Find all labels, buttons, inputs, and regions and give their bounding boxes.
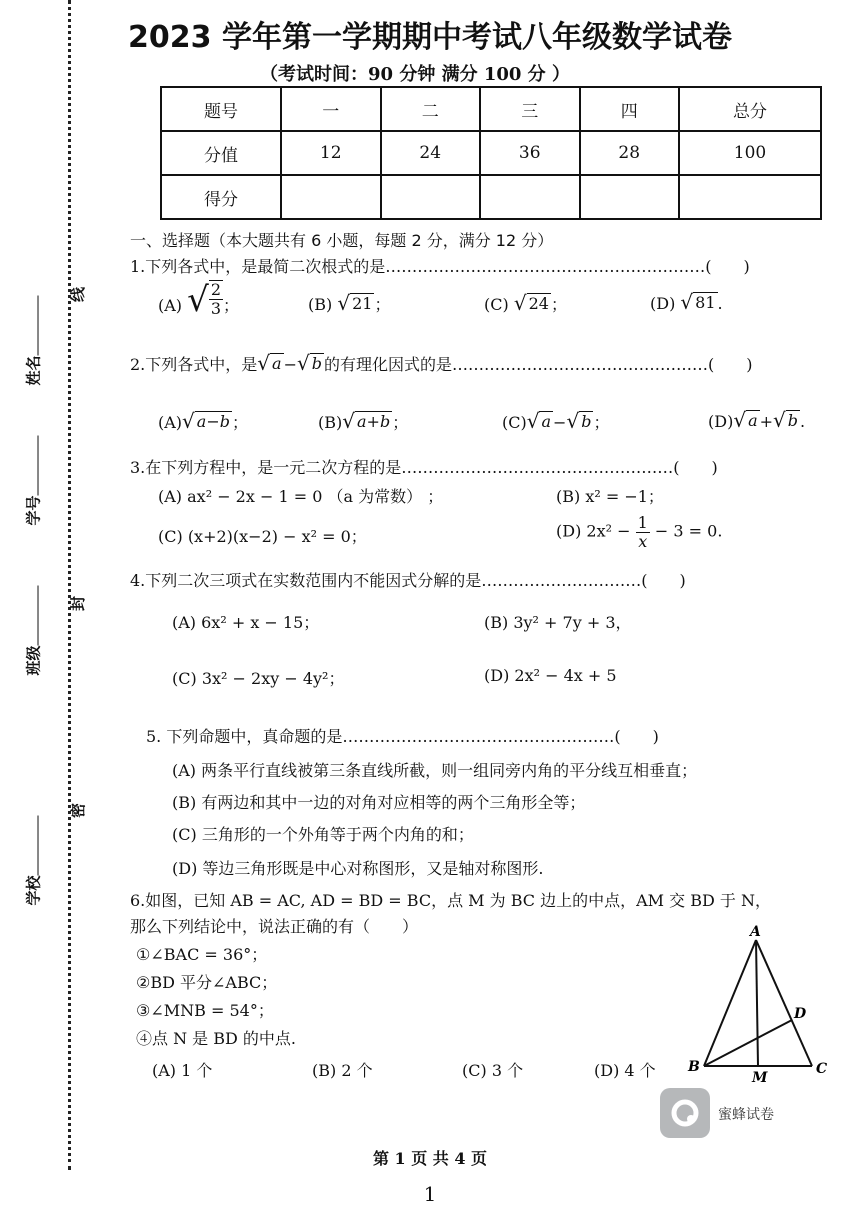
q5-option-a[interactable]: (A) 两条平行直线被第三条直线所截，则一组同旁内角的平分线互相垂直； <box>172 761 698 780</box>
seal-mark-xian: 线 <box>69 286 88 303</box>
score-cell-2[interactable] <box>381 175 481 219</box>
q6-option-d[interactable]: (D) 4 个 <box>594 1061 656 1080</box>
q6-statement-2: ②BD 平分∠ABC； <box>136 973 278 992</box>
q6-stem-line1: 6.如图，已知 AB = AC, AD = BD = BC，点 M 为 BC 边上的中点，AM 交 BD 于 N， <box>130 891 771 910</box>
score-table <box>160 86 822 220</box>
q6-option-a[interactable]: (A) 1 个 <box>152 1061 213 1080</box>
q3-stem: 3.在下列方程中，是一元二次方程的是……………………………………………( ) <box>130 458 718 477</box>
table-row <box>161 175 821 219</box>
points-2: 24 <box>381 131 481 175</box>
col-3: 三 <box>480 87 580 131</box>
q2-option-d[interactable]: (D) √ a + √ b . <box>708 408 806 432</box>
q1-option-a[interactable]: (A) √ $\frac{2}{3}$ ； <box>158 280 240 321</box>
q3-option-d[interactable]: (D) 2x² − $\frac{1}{x}$ − 3 = 0. <box>556 513 723 551</box>
points-total: 100 <box>679 131 821 175</box>
score-cell-3[interactable] <box>480 175 580 219</box>
q6-statement-3: ③∠MNB = 54°； <box>136 1001 274 1020</box>
col-4: 四 <box>580 87 680 131</box>
page-footer: 第 1 页 共 4 页 <box>372 1149 488 1168</box>
points-4: 28 <box>580 131 680 175</box>
side-ac <box>756 940 812 1066</box>
q6-option-b[interactable]: (B) 2 个 <box>312 1061 373 1080</box>
col-1: 一 <box>281 87 381 131</box>
q2-option-b[interactable]: (B) √ a+b ； <box>318 409 409 433</box>
school-field[interactable]: 学校 <box>23 815 44 905</box>
binding-dotted-line <box>68 0 71 1170</box>
q3-option-a[interactable]: (A) ax² − 2x − 1 = 0 （a 为常数） ； <box>158 487 444 506</box>
q4-option-d[interactable]: (D) 2x² − 4x + 5 <box>484 666 617 685</box>
points-1: 12 <box>281 131 381 175</box>
q1-stem: 1.下列各式中，是最简二次根式的是……………………………………………………( ) <box>130 257 750 276</box>
q2-option-c[interactable]: (C) √ a − √ b ； <box>502 409 610 433</box>
score-cell-4[interactable] <box>580 175 680 219</box>
q4-stem: 4.下列二次三项式在实数范围内不能因式分解的是…………………………( ) <box>130 571 686 590</box>
exam-title: 2023 学年第一学期期中考试八年级数学试卷 <box>128 20 732 55</box>
q4-option-c[interactable]: (C) 3x² − 2xy − 4y²； <box>172 669 345 688</box>
q1-option-d[interactable]: (D) √ 81 . <box>650 290 723 314</box>
q5-option-d[interactable]: (D) 等边三角形既是中心对称图形，又是轴对称图形. <box>172 859 544 878</box>
q4-option-a[interactable]: (A) 6x² + x − 15； <box>172 613 320 632</box>
exam-subtitle: （考试时间：90 分钟 满分 100 分 ） <box>260 64 570 85</box>
segment-am <box>756 940 758 1066</box>
label-d: D <box>794 1006 807 1022</box>
score-cell-1[interactable] <box>281 175 381 219</box>
section1-heading: 一、选择题（本大题共有 6 小题，每题 2 分，满分 12 分） <box>130 231 554 250</box>
col-total: 总分 <box>679 87 821 131</box>
q2-stem: 2.下列各式中，是 √ a − √ b 的有理化因式的是…………………………………………( ) <box>130 351 753 375</box>
student-id-field[interactable]: 学号 <box>23 435 44 525</box>
q6-statement-4: ④点 N 是 BD 的中点. <box>136 1029 297 1048</box>
label-b: B <box>688 1059 700 1075</box>
label-m: M <box>752 1070 768 1085</box>
q5-stem: 5. 下列命题中，真命题的是……………………………………………( ) <box>146 727 659 746</box>
q5-option-b[interactable]: (B) 有两边和其中一边的对角对应相等的两个三角形全等； <box>172 793 586 812</box>
row-header-points: 分值 <box>161 131 281 175</box>
q6-option-c[interactable]: (C) 3 个 <box>462 1061 524 1080</box>
q3-option-c[interactable]: (C) (x+2)(x−2) − x² = 0； <box>158 527 367 546</box>
seal-mark-mi: 密 <box>69 802 88 819</box>
col-2: 二 <box>381 87 481 131</box>
watermark-label: 蜜蜂试卷 <box>718 1107 774 1123</box>
q6-statement-1: ①∠BAC = 36°； <box>136 945 268 964</box>
q6-stem-line2: 那么下列结论中，说法正确的有（ ） <box>130 917 419 936</box>
q4-option-b[interactable]: (B) 3y² + 7y + 3， <box>484 613 632 632</box>
page-number: 1 <box>423 1182 437 1206</box>
q3-option-b[interactable]: (B) x² = −1； <box>556 487 664 506</box>
q1-option-b[interactable]: (B) √ 21 ； <box>308 291 391 315</box>
seal-mark-feng: 封 <box>69 595 88 612</box>
label-a: A <box>750 924 761 940</box>
triangle-figure <box>680 920 840 1085</box>
q5-option-c[interactable]: (C) 三角形的一个外角等于两个内角的和； <box>172 825 474 844</box>
side-ab <box>704 940 756 1066</box>
watermark-logo-icon <box>660 1088 710 1138</box>
score-cell-total[interactable] <box>679 175 821 219</box>
q2-option-a[interactable]: (A) √ a−b ； <box>158 409 248 433</box>
row-header-number: 题号 <box>161 87 281 131</box>
q1-option-c[interactable]: (C) √ 24 ； <box>484 291 567 315</box>
segment-bd <box>704 1020 792 1066</box>
points-3: 36 <box>480 131 580 175</box>
table-row <box>161 131 821 175</box>
label-c: C <box>816 1061 828 1077</box>
table-row <box>161 87 821 131</box>
class-field[interactable]: 班级 <box>23 585 44 675</box>
row-header-score: 得分 <box>161 175 281 219</box>
name-field[interactable]: 姓名 <box>23 295 44 385</box>
